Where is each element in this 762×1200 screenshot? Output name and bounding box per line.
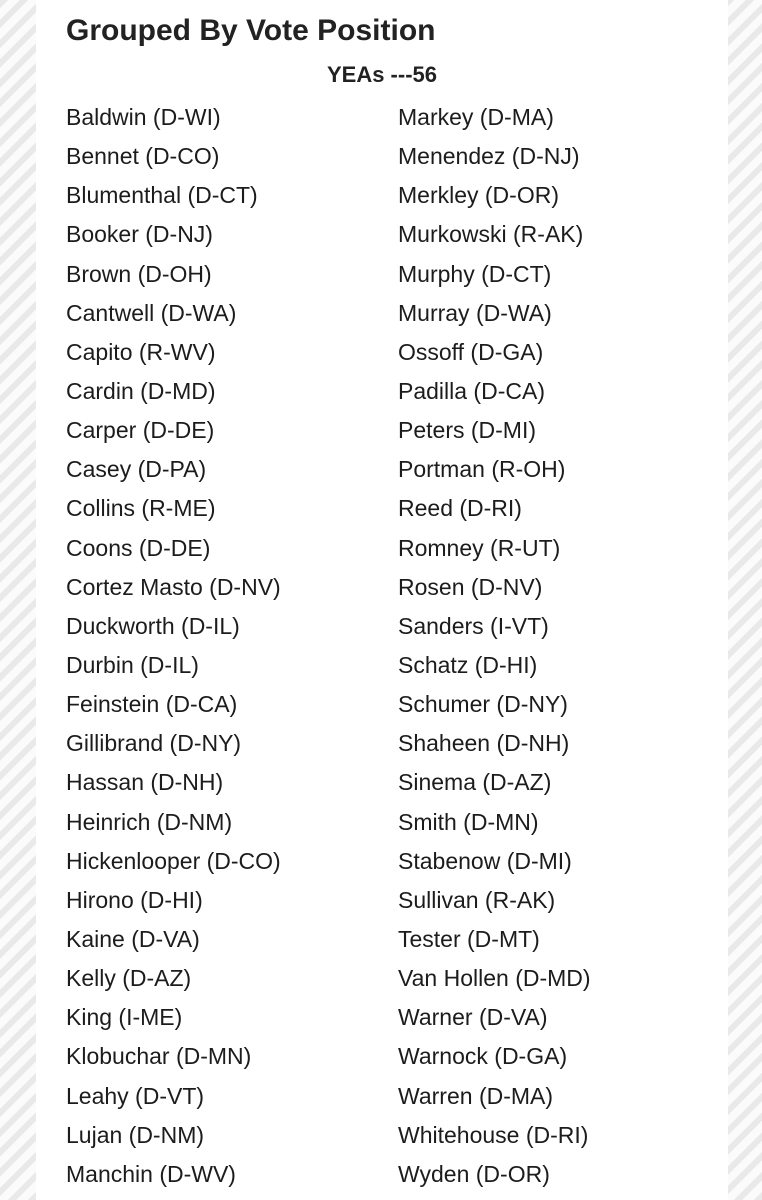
senator-item: Menendez (D-NJ) — [398, 143, 580, 170]
senator-item: Hirono (D-HI) — [66, 886, 203, 913]
senator-item: Brown (D-OH) — [66, 260, 212, 287]
senator-item: Cardin (D-MD) — [66, 377, 216, 404]
senator-item: Murkowski (R-AK) — [398, 221, 584, 248]
senator-item: Warren (D-MA) — [398, 1082, 554, 1109]
senator-item: Duckworth (D-IL) — [66, 612, 240, 639]
senator-item: Sinema (D-AZ) — [398, 769, 552, 796]
senator-item: Reed (D-RI) — [398, 495, 522, 522]
senator-item: Collins (R-ME) — [66, 495, 216, 522]
senator-item: Padilla (D-CA) — [398, 377, 545, 404]
senator-item: Stabenow (D-MI) — [398, 847, 572, 874]
senator-item: Markey (D-MA) — [398, 104, 554, 130]
senator-item: Klobuchar (D-MN) — [66, 1043, 252, 1070]
senator-item: Ossoff (D-GA) — [398, 338, 544, 365]
senator-list-left — [66, 98, 281, 1194]
senator-item: Smith (D-MN) — [398, 808, 539, 835]
senator-item: Coons (D-DE) — [66, 534, 211, 561]
senator-item: Baldwin (D-WI) — [66, 104, 221, 130]
senator-item: Lujan (D-NM) — [66, 1121, 205, 1148]
senator-item: Murphy (D-CT) — [398, 260, 552, 287]
senator-item: Whitehouse (D-RI) — [398, 1121, 589, 1148]
senator-item: Carper (D-DE) — [66, 417, 215, 444]
senator-item: Capito (R-WV) — [66, 338, 216, 365]
senator-item: Hassan (D-NH) — [66, 769, 224, 796]
senator-item: Tester (D-MT) — [398, 925, 540, 952]
senator-item: Kaine (D-VA) — [66, 925, 200, 952]
senator-item: Casey (D-PA) — [66, 456, 207, 483]
senator-item: Bennet (D-CO) — [66, 143, 220, 170]
senator-item: Sullivan (R-AK) — [398, 886, 556, 913]
senator-item: Leahy (D-VT) — [66, 1082, 205, 1109]
left-stripe-border — [0, 0, 36, 1200]
senator-item: Shaheen (D-NH) — [398, 730, 570, 757]
senator-item: Wyden (D-OR) — [398, 1160, 550, 1187]
senator-list-right — [398, 98, 591, 1194]
page-heading: Grouped By Vote Position — [66, 14, 436, 47]
senator-item: Heinrich (D-NM) — [66, 808, 233, 835]
senator-item: Manchin (D-WV) — [66, 1160, 236, 1187]
senator-item: Sanders (I-VT) — [398, 612, 549, 639]
senator-item: Portman (R-OH) — [398, 456, 566, 483]
senator-item: Van Hollen (D-MD) — [398, 965, 591, 992]
senator-item: Durbin (D-IL) — [66, 651, 199, 678]
senator-item: Cantwell (D-WA) — [66, 299, 237, 326]
right-stripe-border — [728, 0, 762, 1200]
senator-item: Murray (D-WA) — [398, 299, 552, 326]
senator-item: Feinstein (D-CA) — [66, 691, 238, 718]
senator-item: Romney (R-UT) — [398, 534, 561, 561]
senator-item: Kelly (D-AZ) — [66, 965, 192, 992]
senator-item: Gillibrand (D-NY) — [66, 730, 242, 757]
yeas-group-title: YEAs ---56 — [326, 62, 438, 87]
senator-item: Blumenthal (D-CT) — [66, 182, 258, 209]
senator-item: Warner (D-VA) — [398, 1004, 548, 1031]
senator-item: Hickenlooper (D-CO) — [66, 847, 281, 874]
senator-item: Peters (D-MI) — [398, 417, 536, 444]
senator-item: Schatz (D-HI) — [398, 651, 538, 678]
senator-item: Cortez Masto (D-NV) — [66, 573, 281, 600]
senator-item: Booker (D-NJ) — [66, 221, 213, 248]
senator-item: Merkley (D-OR) — [398, 182, 559, 209]
senator-item: Rosen (D-NV) — [398, 573, 543, 600]
senator-item: Warnock (D-GA) — [398, 1043, 568, 1070]
senator-item: Schumer (D-NY) — [398, 691, 568, 718]
senator-item: King (I-ME) — [66, 1004, 183, 1031]
